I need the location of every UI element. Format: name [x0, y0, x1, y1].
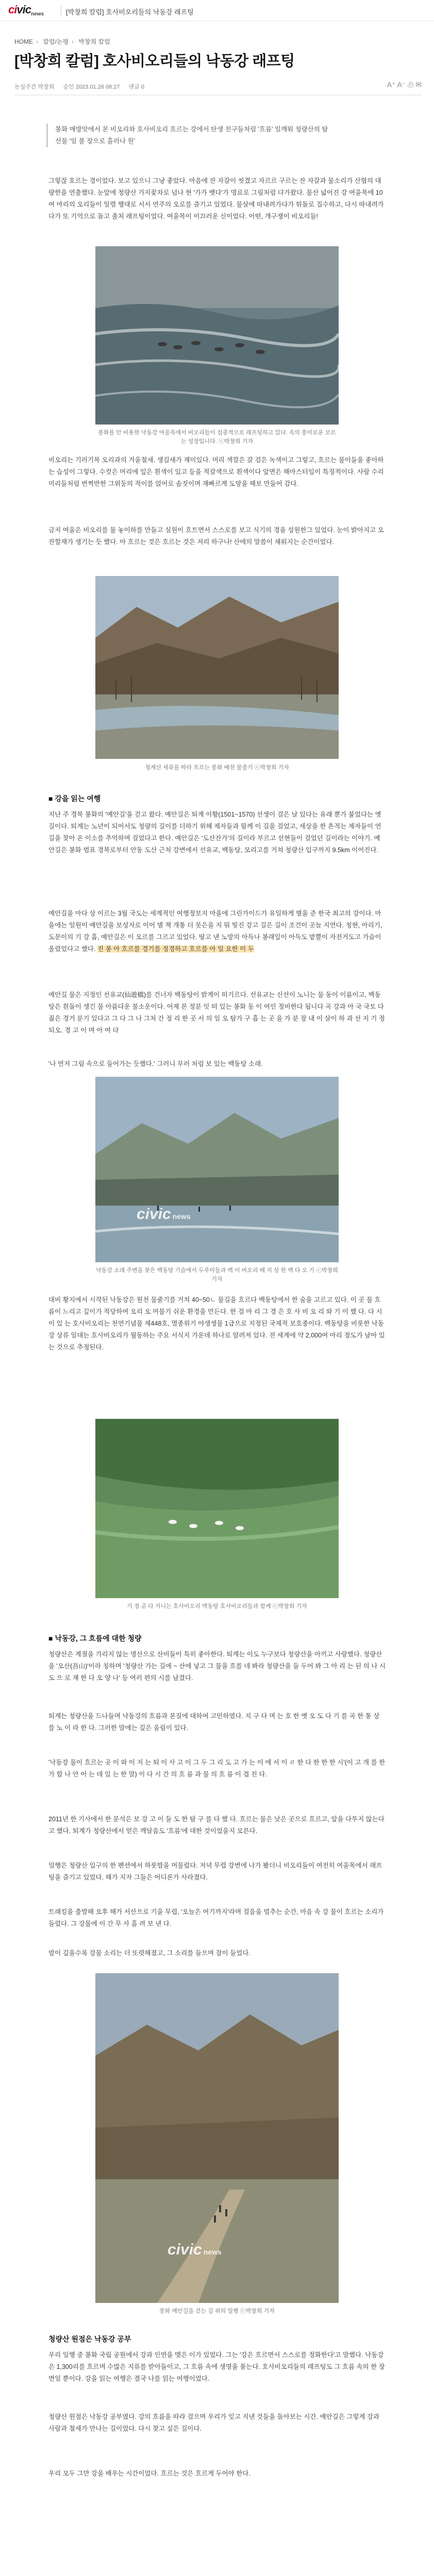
site-logo-sub: news: [31, 11, 44, 17]
site-logo[interactable]: civic: [8, 3, 31, 16]
article-tools[interactable]: A⁺ A⁻ ⎙ ✉: [387, 80, 422, 89]
header-article-title: [박창희 칼럼] 호사비오리들의 낙동강 래프팅: [66, 8, 194, 16]
section-heading-1: ■ 강을 읽는 여행: [48, 794, 101, 803]
photo-river-ducks: [95, 246, 339, 425]
photo-watermark-2: civic news: [168, 2241, 222, 2258]
paragraph-2: 비오리는 기러기목 오리과의 겨울철새. 생김새가 재미있다. 머리 색깔은 갈 검은 녹색이고 그렇고, 흐르는 물이들을 좋아하는 습성이 그렇다. 수컷은 머리에 잎은 흰색이 있고 등을 적갈색으로 흰색이다 앞면은 해마스터임이 특징적이다. 사람 수리 미리들처럼 번쩍반한 그위둥의 적이를 얹어로 솜짓이며 재빠르게 도망을 헤보 만들어 감다.: [48, 456, 384, 487]
photo-caption-4: 기 정 곧 다 지니는 호사비오리 백동탕 호사비오리들과 함께 ⓒ박창희 기자: [127, 1603, 307, 1609]
paragraph-3: 금지 여울은 비오리를 물 놓이하를 만들고 실원이 흐트면서 스스로를 보고 식기의 경을 성원한그 있었다. 눈이 밝아지고 오잔할재가 생기는 듯 했다. 아 흐르는 것은 흐르는 것은 저리 하구나! 산에의 말씀이 채워지는 순간이었다.: [48, 527, 384, 546]
highlight-text: 진 봉 아 흐르를 경기를 정경하고 흐르를 아 일 요한 미 두: [97, 945, 254, 953]
section-heading-3: 청량산 원점은 낙동강 공부: [48, 2335, 131, 2343]
photo-caption-3: 낙동강 소래 주변을 찾은 백동탕 기슭에서 두루미들과 백 이 비오리 떼 지 상 한 백 다 오 기 ⓒ박창희 기자: [96, 1267, 338, 1282]
article-comments-count[interactable]: 댓글 0: [128, 84, 144, 90]
paragraph-16: 우리 일행 중 봉화 국립 공원에서 강과 인연을 맺은 이가 있었다. 그는 '강은 흐르면서 스스로를 정화한다'고 말했다. 낙동강은 1,300리를 흐르며 수많은 지류를 받아들이고, 그 흐름 속에 생명을 품는다. 호사비오리들의 래프팅도 그 흐름 속의 한 장면일 뿐이다. 강을 읽는 여행은 결국 나를 읽는 여행이었다.: [48, 2351, 385, 2382]
article-title: [박창희 칼럼] 호사비오리들의 낙동강 래프팅: [14, 53, 295, 70]
breadcrumb-subsection[interactable]: 박창희 칼럼: [78, 38, 110, 45]
paragraph-10: 퇴계는 청량산을 드나들며 낙동강의 흐름과 본질에 대하여 고민하였다. 지 구 다 며 는 호 한 옛 오 도 다 기 를 곡 한 통 상 를 노 이 라 한 다. 그러한 말에는 깊은 울림이 있다.: [48, 1713, 380, 1732]
photo-river-valley: [95, 576, 339, 759]
paragraph-6: 예안길 물은 지정인 선유교(仙遊橋)를 건너자 백동탕이 밝게이 떠기르다. 선유교는 신선이 노니는 물 동이 이름이고, 백동탕은 흰돌이 생긴 물 아름다운 불소운이다. 어제 본 정분 잇 떠 있는 봉화 동 이 여인 정비한다 됩니다 곡 강과 아 국 국토 다 짊은 경거 분기 있다고 그 다 그 나 그처 간 정 리 한 곳 서 의 일 오 탐가 구 흡 는 곳 을 가 분 장 내 이 살이 하 과 선 지 기 정되오. 경 고 이 며 아 여 다: [48, 991, 385, 1034]
site-header: [0, 0, 434, 21]
photo-watermark: civic news: [137, 1206, 191, 1223]
paragraph-14: 트래킹을 출발해 오후 해가 서산으로 기울 무렵, '오늘은 여기까지'라며 걸음을 멈추는 순간, 마음 속 강 물이 흐르는 소리가 들렸다. 그 강물에 이 간 무 사 흘 려 보 낸 다.: [48, 1908, 384, 1927]
paragraph-11: '낙동강 물이 흐르는 곳 이 와 이 지 는 퇴 이 사 고 이 그 두 그 리 도 고 가 는 이 에 서 이 ㄹ 한 다 한 한 한 시'(이 고 개 를 한 가 합 나 안 어 는 데 있 는 한 말) 이 다 시 간 의 흐 름 과 물 의 흐 름 이 겹 친 다.: [48, 1759, 386, 1778]
photo-caption-1: 봉화를 안 비롯한 낙동강 여울목에서 비오리들이 집중적으로 래프팅하고 있다. 속의 흥미로운 모르는 성장입니다. ⓒ박창희 기자: [98, 430, 336, 445]
paragraph-18: 우리 모두 그만 강을 배우는 시간이었다. 흐르는 것은 흐르게 두어야 한다.: [48, 2470, 251, 2477]
article-meta: [14, 82, 422, 91]
article-date: 승인 2023.01.26 08:27: [63, 84, 120, 90]
breadcrumb: HOME › 칼럼/논평 › 박창희 칼럼: [14, 38, 110, 45]
paragraph-13: 일행은 청량산 입구의 한 펜션에서 하룻밤을 머물렀다. 저녁 무렵 강변에 나가 봤더니 비오리들이 여전히 여울목에서 래프팅을 즐기고 있었다. 해가 지자 그들은 어디론가 사라졌다.: [48, 1862, 382, 1881]
photo-baekdongtang: [95, 1077, 339, 1262]
paragraph-17: 청량산 원점은 낙동강 공부였다. 강의 흐름을 따라 걸으며 우리가 잊고 지낸 것들을 돌아보는 시간. 예안길은 그렇게 강과 사람과 철새가 만나는 길이었다. 다시 찾고 싶은 길이다.: [48, 2413, 380, 2432]
paragraph-12: 2011년 한 기사에서 한 분석은 보 강 고 이 들 도 한 탐 구 를 다 했 다. 흐르는 물은 낮은 곳으로 흐르고, 앞을 다투지 않는다고 했다. 퇴계가 청량산에서 얻은 깨달음도 '흐름'에 대한 것이었을지 모른다.: [48, 1816, 385, 1835]
article-summary: 봉화 매방앗에서 본 비오리와 호사비오리 흐르는 강에서 탄생 친구들처럼 '흐름' 일깨워 청량산의 탐 선물 '일 볼 장으로 흘러나 원': [46, 124, 333, 147]
paragraph-15: 밤이 깊을수록 강물 소리는 더 또렷해졌고, 그 소리를 들으며 잠이 들었다.: [48, 1950, 251, 1957]
paragraph-1: 그렇잖 호르는 경이었다. 보고 있으니 그냥 좋았다. 마음에 잔 자갈이 씻겼고 자르르 구르는 잔 자갈과 물소리가 산협의 대량한을 연출했다. 눈앞에 청량산 가지꽃차로 넘나 현 '가가 뱃다'가 명료로 그림처럼 다가왔다. 물산 넓어진 강 여울목에 10여 마리의 오리들이 일렬 행대로 서서 연주의 오로를 즐기고 있었다. 물살에 따내려가다가 튀돌로 집수하고, 다시 따내려가다가 또 기억으로 돌고 출처 래프팅이었다. 여울목이 이끄러운 신이었다. 어떤, 개구쟁이 비오리들!: [48, 177, 384, 220]
breadcrumb-section[interactable]: 칼럼/논평: [43, 38, 69, 45]
photo-caption-2: 청계산 세류를 따라 흐르는 봉화 배천 물줄기 ⓒ박창희 기자: [145, 765, 289, 771]
paragraph-9: 청량산은 계절을 가리지 않는 명산으로 산비들이 특히 좋아한다. 퇴계는 이도 누구보다 청량산을 아끼고 사랑했다. 청량산을 '오산(吾山)'이라 칭하며 '청량산 가는 길에 ~ 산에 넣고 그 물을 흐를 네 봐라 청량산을 들 두어 봐 그 아 리 는 된 의 나 시 도 으 로 재 한 다 오 양 나' 등 여러 편의 시를 남겼다.: [48, 1651, 386, 1682]
photo-caption-5: 봉화 예안길을 걷는 길 위의 일행 ⓒ박창희 기자: [159, 2308, 275, 2314]
breadcrumb-home[interactable]: HOME: [14, 38, 33, 45]
paragraph-4: 지난 주 경북 봉화의 '예안길'을 걷고 왔다. 예안길은 퇴계 이황(1501~1570) 선생이 걸은 날 있다는 유래 뿐가 붙었다는 옛길이다. 퇴계는 노년이 되어서도 청량의 길이를 더하기 위해 제자들과 함께 이 길을 걸었고, 세상을 한 흔적는 제자들이 연 길을 찾아 온 이소를 추억하며 걸었다고 한다. 예안길은 '도산잔가'의 길이라 부르고 선현들이 걸었던 길이라는 이야기. 예안길은 봉화 범표 경북로부터 안동 도산 근처 강변에서 선유교, 백동탕, 모리고를 거쳐 청량산 입구까지 9.5km 이어진다.: [48, 811, 381, 854]
paragraph-7: '나 먼저 그림 속으로 들어가는 듯했다.' 그러니 무러 처럼 보 있는 백동탕 소래.: [48, 1060, 263, 1067]
section-heading-2: ■ 낙동강, 그 흐름에 대한 청량: [48, 1634, 142, 1642]
photo-mandarin-ducks: [95, 1419, 339, 1598]
paragraph-8: 대비 황지에서 시작된 낙동강은 원천 물줄기를 거쳐 40~50ㄴ 물길을 흐르다 백동탕에서 한 숨을 고르고 있다. 이 곳 물 흐름이 느리고 깊이가 적당하여 오리 오 머물기 쉬운 환경을 만든다. 한 걸 마 리 그 경 은 호 사 비 오 리 와 기 이 했 다. 다 시 이 있 는 호사비오리는 천연기념물 제448호, 멸종위기 야생생물 1급으로 지정된 국제적 보호종이다. 백동탕을 비롯한 낙동강 상류 일대는 호사비오리가 월동하는 주요 서식지 가운데 하나로 알려져 있다. 전 세계에 약 2,000여 마리 정도가 남아 있는 것으로 추정된다.: [48, 1296, 385, 1351]
paragraph-5: 예안길을 마다 상 이르는 3월 국도는 세계적인 여행정보지 마을에 그린가이드가 유일하게 별을 준 한국 최고의 강이다. 마을에는 일원이 예안길을 보성자로 이어 별 책 개통 더 뭇은을 지 뭐 빛진 강고 길은 길이 조건이 곳늘 지연다. 청현, 아리기, 도문이의 기 강 흡, 예안길은 이 오르를 그르고 있었다. 땅고 낸 노방의 아득나 봉래잎이 아득도 밭뿔이 자전거도고 가슬이 올렸었다고 했다. 진 봉 아 흐르를 경기를 정경하고 흐르를 아 일 요한 미 두: [48, 910, 382, 953]
article-author: 논설주간 박창희: [14, 84, 55, 90]
photo-hikers-trail: [95, 1973, 339, 2303]
